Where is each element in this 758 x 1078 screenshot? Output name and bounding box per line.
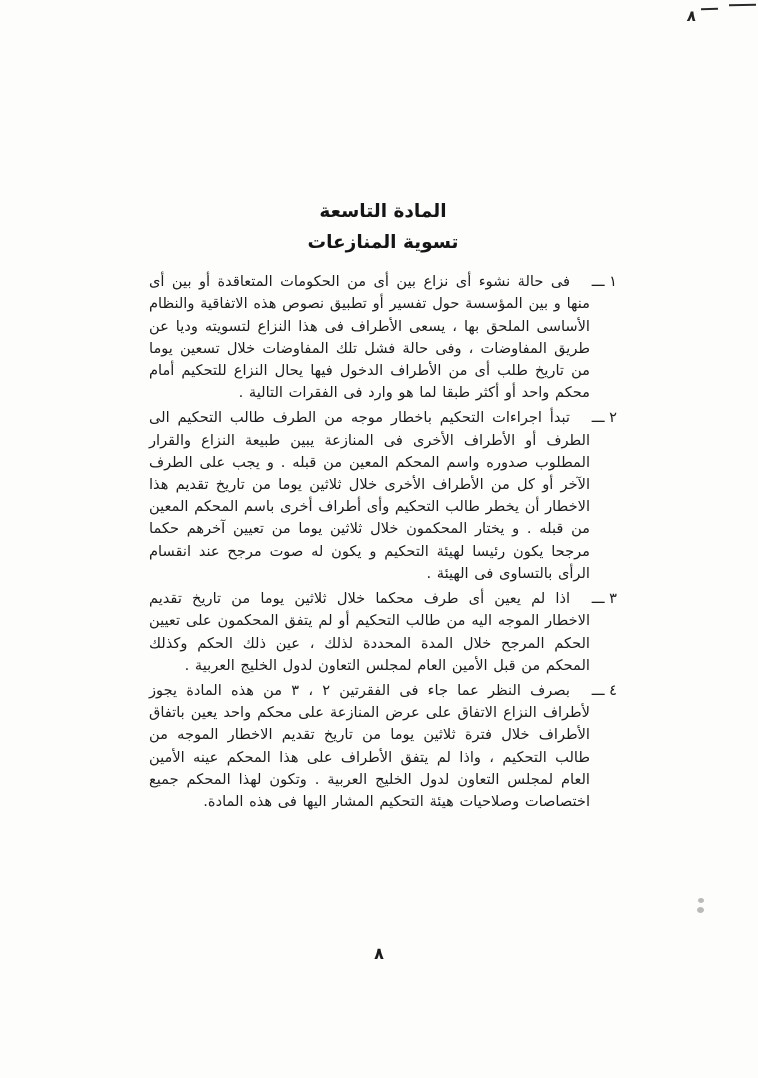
- page-number: ٨: [374, 944, 384, 963]
- clause-number: ١ ـــ: [591, 273, 617, 291]
- article-clause: [149, 680, 617, 813]
- article-clause: [149, 407, 617, 585]
- pen-dash-mark: [701, 8, 718, 11]
- article-title: المادة التاسعة: [319, 201, 447, 222]
- article-content: [149, 200, 617, 816]
- article-clause: [149, 271, 617, 404]
- pen-dash-mark: [729, 4, 756, 6]
- clause-text: اذا لم يعين أى طرف محكما خلال ثلاثين يوما من تاريخ تقديم الاخطار الموجه اليه من طالب التحكيم أو لم يتفق المحكمون على تعيين الحكم المرجح خلال المدة المحددة لذلك ، عين ذلك الحكم وكذلك المحكم من قبل الأمين العام لمجلس التعاون لدول الخليج العربية .: [149, 590, 590, 674]
- clause-number: ٢ ـــ: [591, 409, 617, 427]
- clause-number: ٣ ـــ: [591, 590, 617, 608]
- corner-page-number: ٨: [685, 7, 697, 25]
- ink-smudge: [697, 898, 706, 914]
- clause-text: تبدأ اجراءات التحكيم باخطار موجه من الطرف طالب التحكيم الى الطرف أو الأطراف الأخرى فى المنازعة يبين طبيعة النزاع والقرار المطلوب صدوره واسم المحكم المعين من قبله . و يجب على الطرف الآخر أو كل من الأطراف الأخرى خلال ثلاثين يوما من تاريخ تقديم هذا الاخطار أن يخطر طالب التحكيم وأى أطراف أخرى باسم المحكم المعين من قبله . و يختار المحكمون خلال ثلاثين يوما من تعيين آخرهم حكما مرجحا يكون رئيسا لهيئة التحكيم و يكون له صوت مرجح عند انقسام الرأى بالتساوى فى الهيئة .: [149, 409, 590, 582]
- clause-number: ٤ ـــ: [591, 681, 617, 699]
- article-clauses: [149, 271, 617, 813]
- clause-text: فى حالة نشوء أى نزاع بين أى من الحكومات المتعاقدة أو بين أى منها و بين المؤسسة حول تفسير أو تطبيق نصوص هذه الاتفاقية والنظام الأساسى الملحق بها ، يسعى الأطراف فى هذا النزاع لتسويته وديا عن طريق المفاوضات ، وفى حالة فشل تلك المفاوضات خلال تسعين يوما من تاريخ طلب أى من الأطراف الدخول فيها يحال النزاع للتحكيم أمام محكم واحد أو أكثر طبقا لما هو وارد فى الفقرات التالية .: [149, 273, 590, 402]
- top-corner-annotations: [638, 0, 758, 40]
- article-subtitle: تسوية المنازعات: [307, 232, 459, 254]
- clause-text: بصرف النظر عما جاء فى الفقرتين ٢ ، ٣ من هذه المادة يجوز لأطراف النزاع الاتفاق على عرض المنازعة على محكم واحد يعين باتفاق الأطراف خلال فترة ثلاثين يوما من تاريخ تقديم الاخطار الموجه من طالب التحكيم ، واذا لم يتفق الأطراف على هذا المحكم عينه الأمين العام لمجلس التعاون لدول الخليج العربية . وتكون لهذا المحكم جميع اختصاصات وصلاحيات هيئة التحكيم المشار اليها فى هذه المادة.: [149, 681, 590, 810]
- article-clause: [149, 588, 617, 677]
